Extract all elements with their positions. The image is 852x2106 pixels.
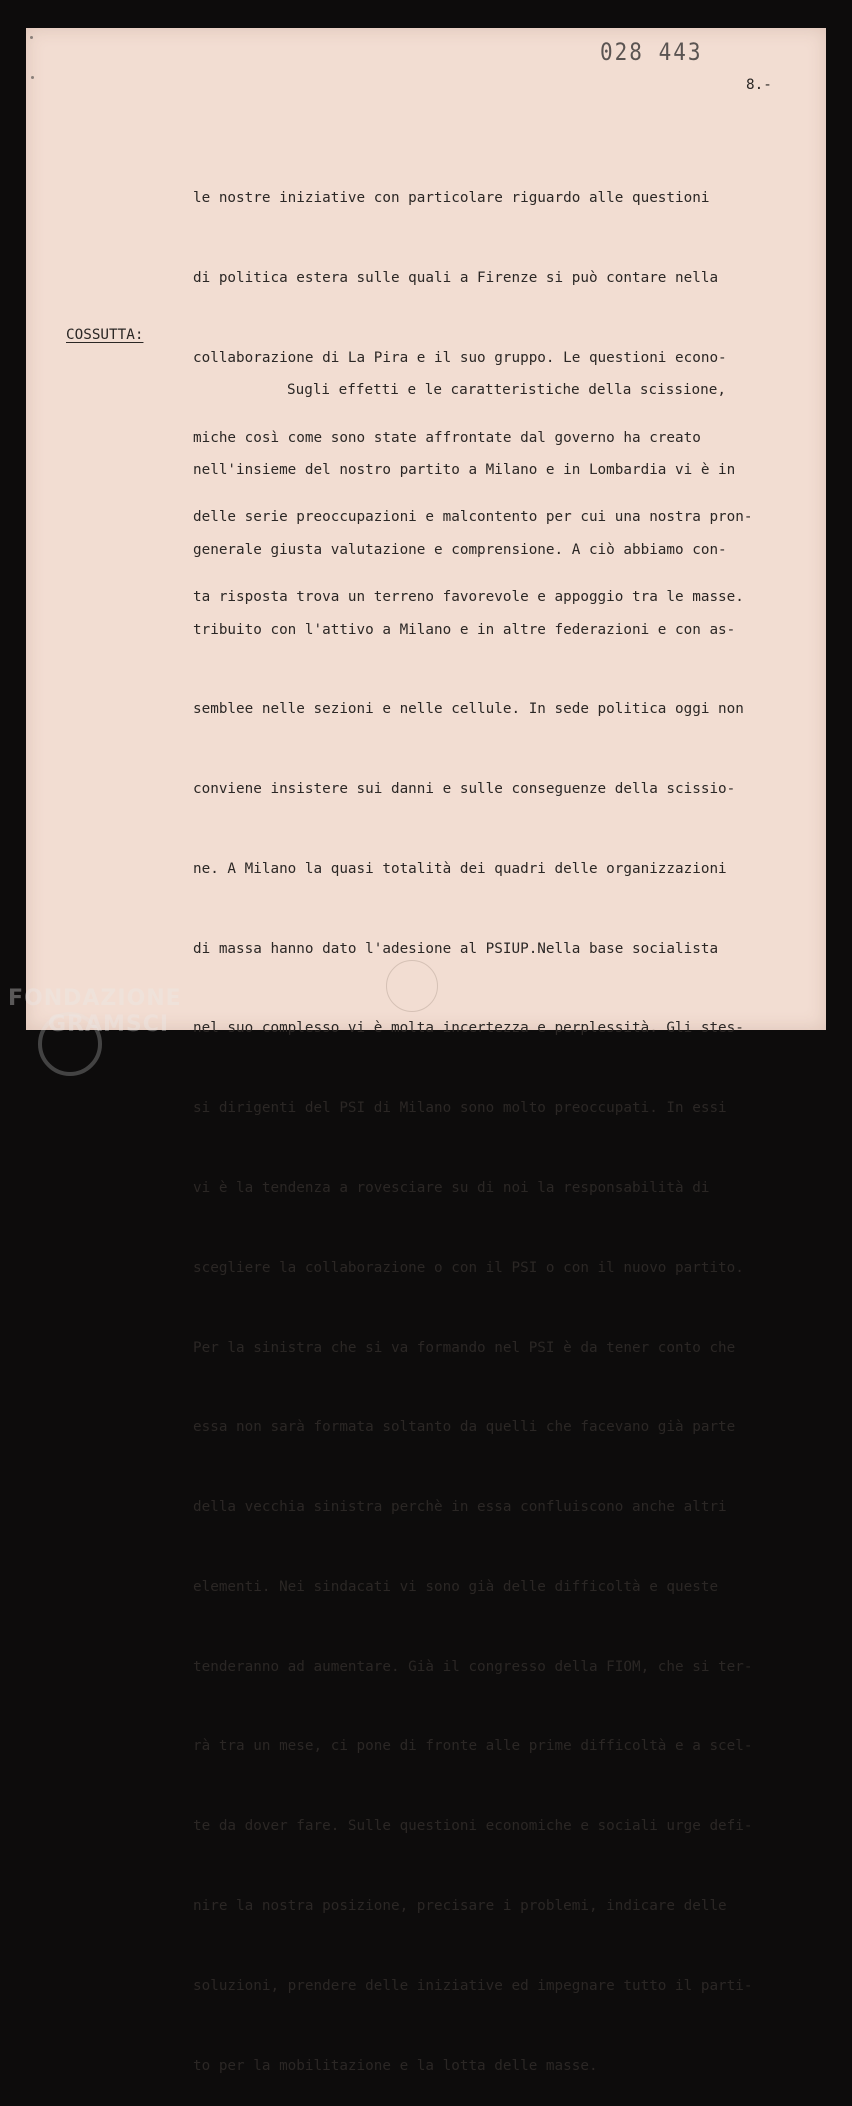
text-line: essa non sarà formata soltanto da quelli che facevano già parte	[193, 1419, 736, 1436]
text-line: soluzioni, prendere delle iniziative ed impegnare tutto il parti-	[193, 1977, 753, 1994]
text-line: Sugli effetti e le caratteristiche della scissione,	[287, 382, 726, 399]
archive-number: 028 443	[600, 38, 703, 66]
watermark-line2: GRAMSCI	[48, 1012, 170, 1037]
speaker-paragraph	[193, 324, 752, 2106]
text-line: nire la nostra posizione, precisare i problemi, indicare delle	[193, 1898, 727, 1915]
text-line: tribuito con l'attivo a Milano e in altre federazioni e con as-	[193, 621, 736, 638]
text-line: miche così come sono state affrontate dal governo ha creato	[193, 429, 701, 446]
text-line: della vecchia sinistra perchè in essa confluiscono anche altri	[193, 1499, 727, 1516]
text-line: le nostre iniziative con particolare riguardo alle questioni	[193, 190, 710, 207]
text-line: nel suo complesso vi è molta incertezza e perplessità. Gli stes-	[193, 1020, 744, 1037]
text-line: di politica estera sulle quali a Firenze si può contare nella	[193, 269, 719, 286]
text-line: to per la mobilitazione e la lotta delle masse.	[193, 2057, 598, 2074]
text-line: delle serie preoccupazioni e malcontento per cui una nostra pron-	[193, 509, 753, 526]
text-line: di massa hanno dato l'adesione al PSIUP.Nella base socialista	[193, 940, 719, 957]
text-line: ta risposta trova un terreno favorevole e appoggio tra le masse.	[193, 589, 744, 606]
text-line: si dirigenti del PSI di Milano sono molto preoccupati. In essi	[193, 1100, 727, 1117]
text-line: scegliere la collaborazione o con il PSI o con il nuovo partito.	[193, 1259, 744, 1276]
text-line: collaborazione di La Pira e il suo gruppo. Le questioni econo-	[193, 349, 727, 366]
text-line: te da dover fare. Sulle questioni economiche e sociali urge defi-	[193, 1818, 753, 1835]
text-line: elementi. Nei sindacati vi sono già delle difficoltà e queste	[193, 1578, 719, 1595]
text-line: tenderanno ad aumentare. Già il congresso della FIOM, che si ter-	[193, 1658, 753, 1675]
speaker-label: COSSUTTA:	[66, 327, 144, 343]
paper-mark	[30, 36, 33, 39]
text-line: nell'insieme del nostro partito a Milano e in Lombardia vi è in	[193, 461, 736, 478]
text-line: rà tra un mese, ci pone di fronte alle prime difficoltà e a scel-	[193, 1738, 753, 1755]
text-line: ne. A Milano la quasi totalità dei quadri delle organizzazioni	[193, 860, 727, 877]
text-line: vi è la tendenza a rovesciare su di noi la responsabilità di	[193, 1180, 710, 1196]
watermark	[8, 986, 182, 1038]
text-line: generale giusta valutazione e comprensione. A ciò abbiamo con-	[193, 541, 727, 558]
watermark-line1: FONDAZIONE	[8, 986, 182, 1011]
paper-mark	[31, 76, 34, 79]
text-line: Per la sinistra che si va formando nel PSI è da tener conto che	[193, 1339, 736, 1356]
text-line: semblee nelle sezioni e nelle cellule. In sede politica oggi non	[193, 701, 744, 718]
text-line: conviene insistere sui danni e sulle conseguenze della scissio-	[193, 781, 736, 798]
page-number: 8.-	[746, 77, 772, 93]
